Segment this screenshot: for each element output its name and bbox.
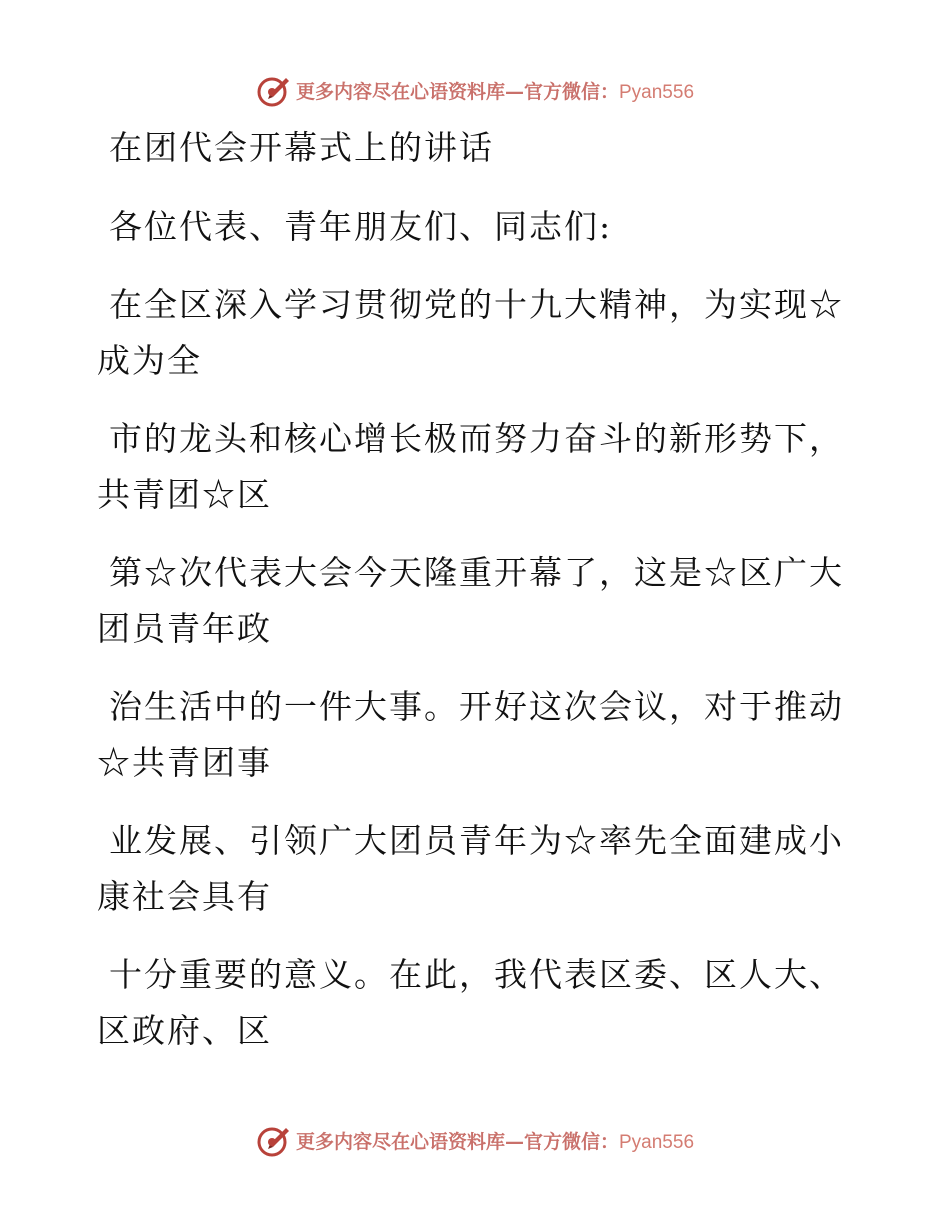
header-banner xyxy=(0,70,950,110)
pen-logo-icon xyxy=(256,1122,292,1158)
banner-text: 更多内容尽在心语资料库—官方微信：Pyan556 xyxy=(295,1130,695,1153)
banner-text: 更多内容尽在心语资料库—官方微信：Pyan556 xyxy=(295,80,695,103)
paragraph-line: ☆共青团事 xyxy=(97,742,272,782)
paragraph-line: 团员青年政 xyxy=(97,608,272,648)
paragraph-line: 治生活中的一件大事。开好这次会议，对于推动 xyxy=(109,687,844,726)
paragraph-line: 成为全 xyxy=(97,340,202,380)
paragraph-line: 第☆次代表大会今天隆重开幕了，这是☆区广大 xyxy=(109,553,844,592)
paragraph-line: 十分重要的意义。在此，我代表区委、区人大、 xyxy=(109,955,844,994)
paragraph-line: 在全区深入学习贯彻党的十九大精神，为实现☆ xyxy=(109,285,844,324)
footer-banner xyxy=(0,1120,950,1160)
wechat-id: Pyan556 xyxy=(619,81,695,103)
paragraph-line: 区政府、区 xyxy=(97,1010,272,1050)
paragraph-line: 业发展、引领广大团员青年为☆率先全面建成小 xyxy=(109,821,844,860)
wechat-id: Pyan556 xyxy=(619,1131,695,1153)
paragraph-line: 共青团☆区 xyxy=(97,474,272,514)
salutation: 各位代表、青年朋友们、同志们: xyxy=(109,206,613,246)
pen-logo-icon xyxy=(256,72,292,108)
paragraph-line: 康社会具有 xyxy=(97,876,272,916)
document-body xyxy=(97,120,844,1058)
document-title: 在团代会开幕式上的讲话 xyxy=(109,128,494,167)
paragraph-line: 市的龙头和核心增长极而努力奋斗的新形势下， xyxy=(109,419,844,458)
